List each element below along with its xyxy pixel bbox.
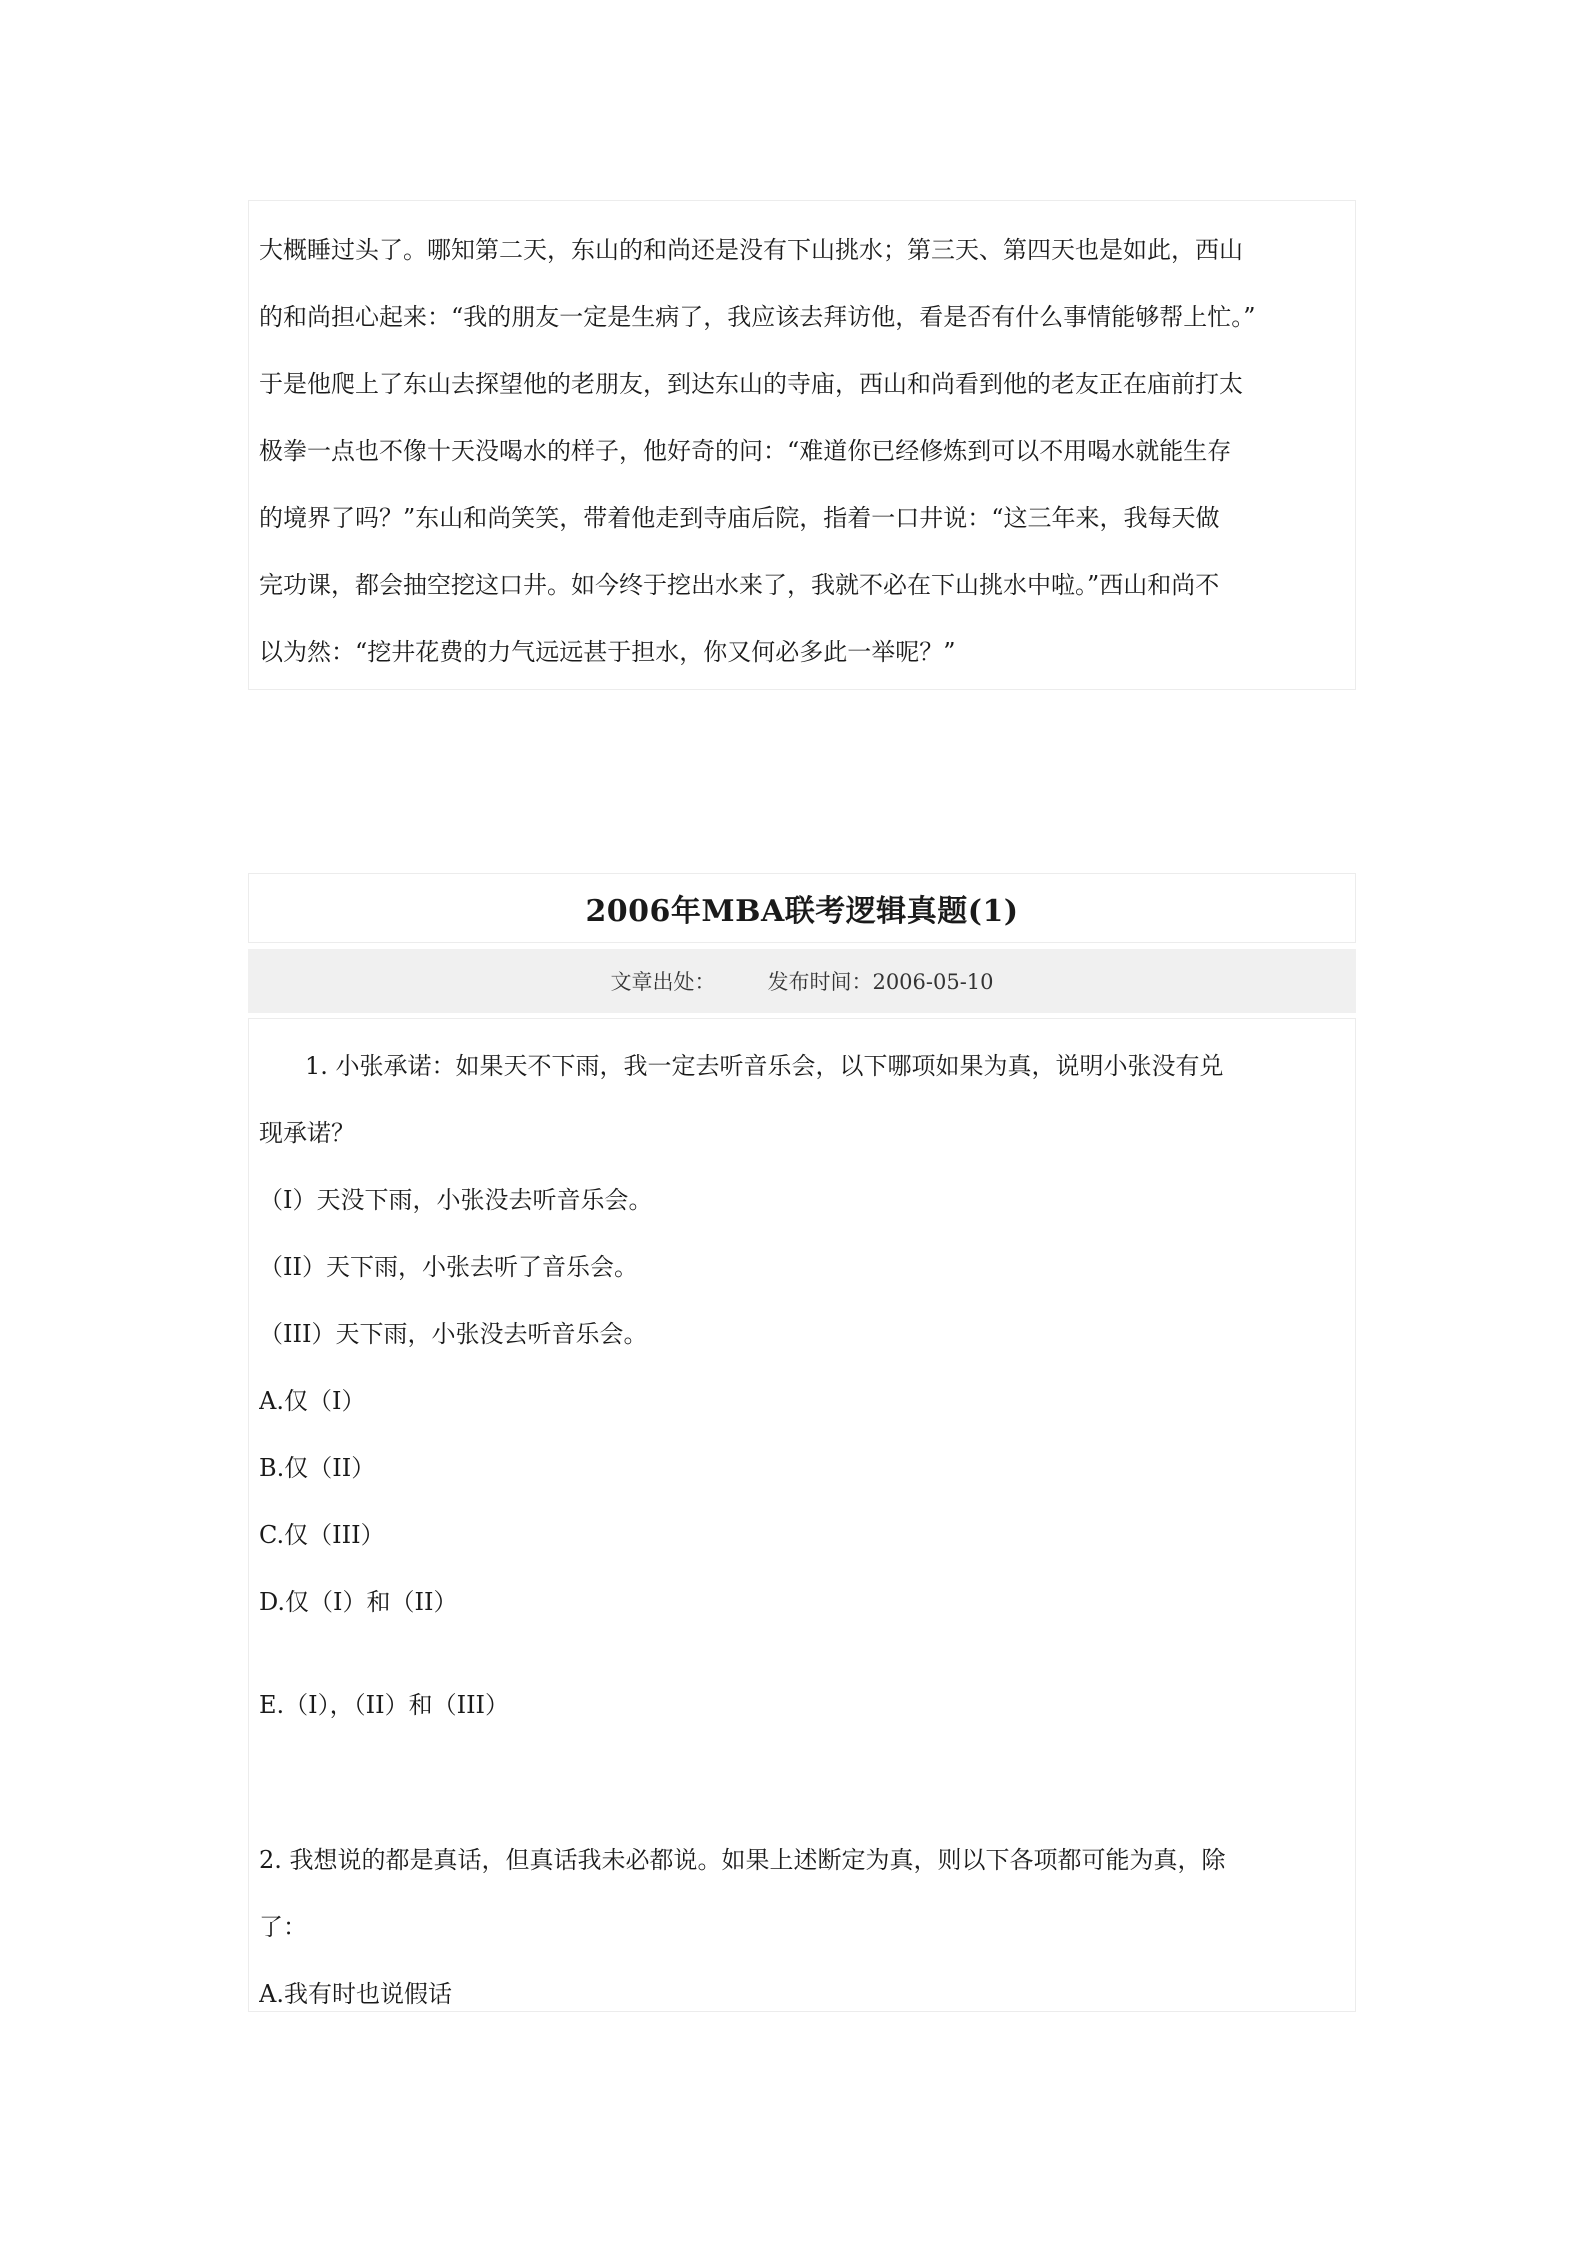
article-title: 2006年MBA联考逻辑真题(1) xyxy=(585,894,1019,929)
question-1-option-b: B.仅（II） xyxy=(259,1454,376,1482)
question-1-statement: （I）天没下雨，小张没去听音乐会。 xyxy=(259,1186,653,1214)
question-2-stem: 2. 我想说的都是真话，但真话我未必都说。如果上述断定为真，则以下各项都可能为真，除 xyxy=(259,1846,1226,1874)
question-2-stem-continued: 了： xyxy=(259,1913,307,1941)
story-line: 完功课，都会抽空挖这口井。如今终于挖出水来了，我就不必在下山挑水中啦。”西山和尚不 xyxy=(259,571,1220,599)
question-1-option-e: E.（I），（II）和（III） xyxy=(259,1691,510,1719)
story-text-box xyxy=(248,200,1356,690)
story-line: 于是他爬上了东山去探望他的老朋友，到达东山的寺庙，西山和尚看到他的老友正在庙前打太 xyxy=(259,370,1243,398)
article-meta-bar xyxy=(248,949,1356,1013)
article-content-box xyxy=(248,1018,1356,2012)
question-1-stem: 1. 小张承诺：如果天不下雨，我一定去听音乐会，以下哪项如果为真，说明小张没有兑 xyxy=(305,1052,1224,1080)
story-line: 大概睡过头了。哪知第二天，东山的和尚还是没有下山挑水；第三天、第四天也是如此，西山 xyxy=(259,236,1243,264)
question-1-option-c: C.仅（III） xyxy=(259,1521,385,1549)
question-1-option-d: D.仅（I）和（II） xyxy=(259,1588,458,1616)
question-1-stem-continued: 现承诺？ xyxy=(259,1119,355,1147)
question-1-option-a: A.仅（I） xyxy=(259,1387,366,1415)
article-title-box xyxy=(248,873,1356,943)
article-date: 发布时间：2006-05-10 xyxy=(767,970,994,994)
story-line: 以为然：“挖井花费的力气远远甚于担水，你又何必多此一举呢？” xyxy=(259,638,956,666)
story-line: 极拳一点也不像十天没喝水的样子，他好奇的问：“难道你已经修炼到可以不用喝水就能生存 xyxy=(259,437,1232,465)
story-line: 的和尚担心起来：“我的朋友一定是生病了，我应该去拜访他，看是否有什么事情能够帮上忙。” xyxy=(259,303,1256,331)
story-line: 的境界了吗？”东山和尚笑笑，带着他走到寺庙后院，指着一口井说：“这三年来，我每天做 xyxy=(259,504,1220,532)
question-2-option-a: A.我有时也说假话 xyxy=(259,1980,452,2008)
question-1-statement: （III）天下雨，小张没去听音乐会。 xyxy=(259,1320,648,1348)
question-1-statement: （II）天下雨，小张去听了音乐会。 xyxy=(259,1253,638,1281)
article-source-label: 文章出处： xyxy=(610,970,716,994)
